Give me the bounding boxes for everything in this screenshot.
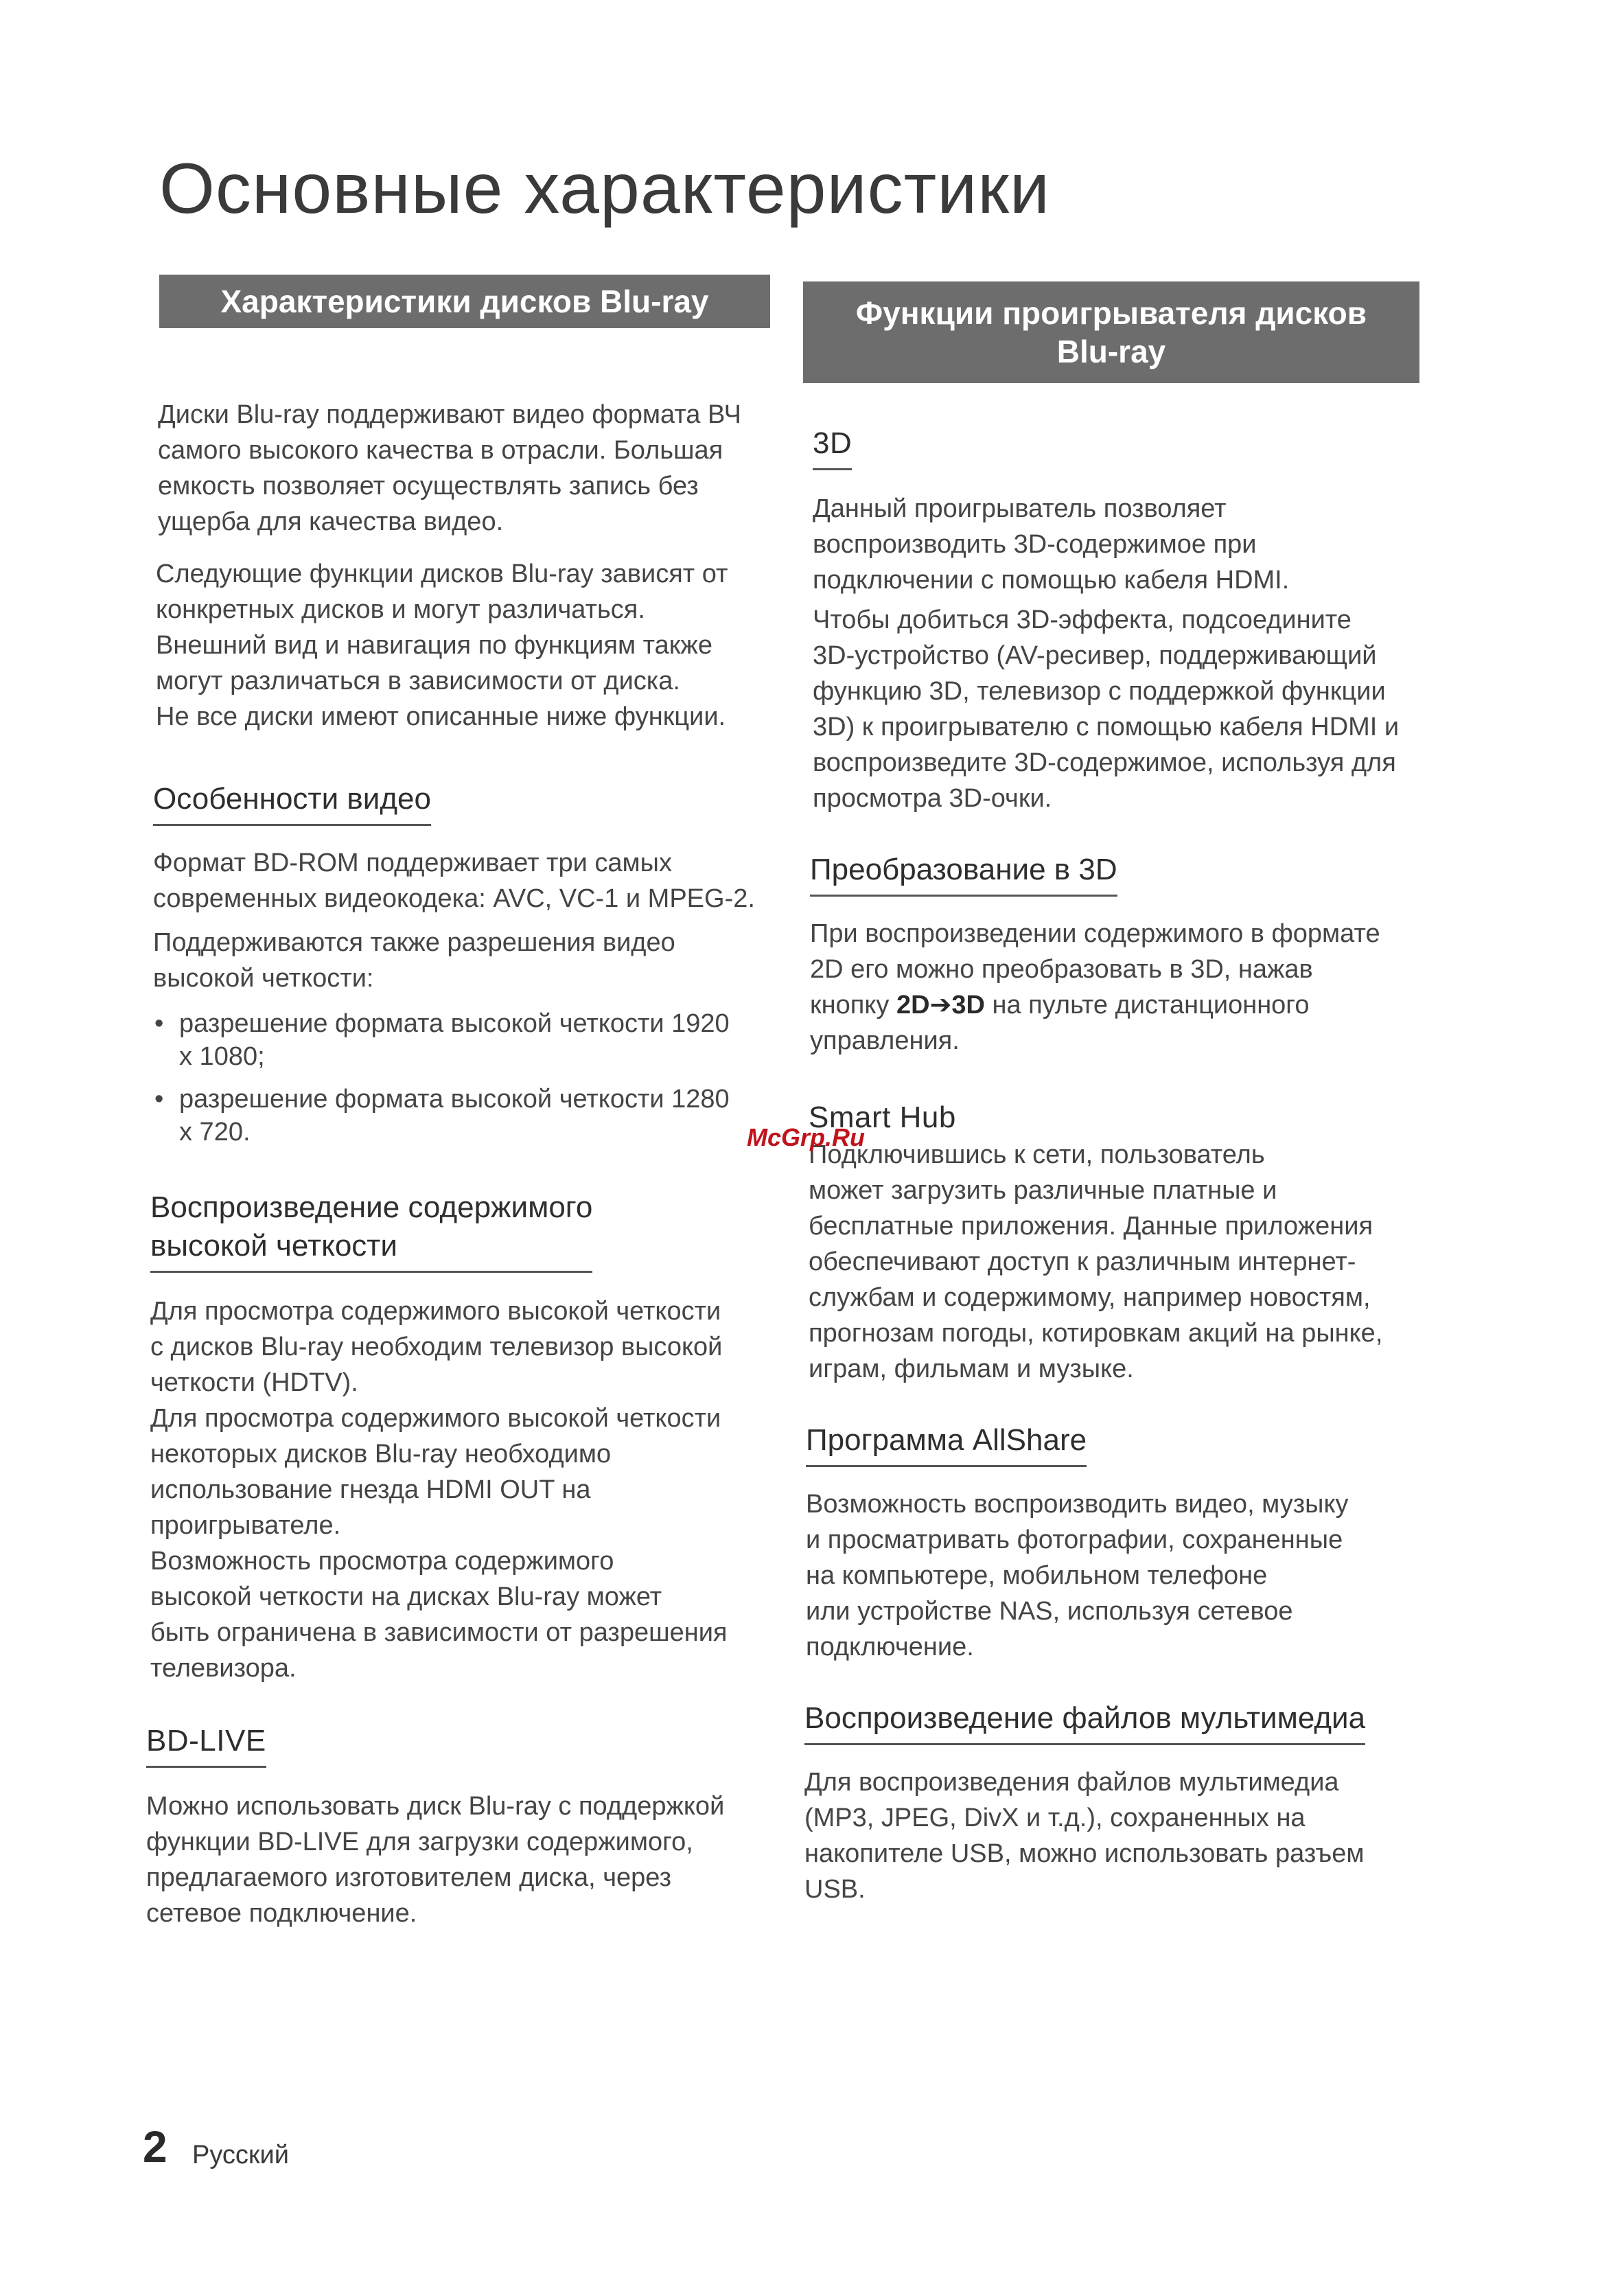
intro-paragraph-1: Диски Blu-ray поддерживают видео формата ВЧ самого высокого качества в отрасли. Большая емкость позволяет осуществлять запись без ущерба для качества видео. — [158, 400, 741, 536]
3d-paragraph-2: Чтобы добиться 3D-эффекта, подсоедините 3D-устройство (AV-ресивер, поддерживающий функцию 3D, телевизор с поддержкой функции 3D) к проигрывателю с помощью кабеля HDMI и воспроизведите 3D-содержимое, используя для просмотра 3D-очки. — [813, 606, 1400, 813]
hd-playback-section — [150, 1188, 757, 1686]
list-item: • разрешение формата высокой четкости 1280 x 720. — [153, 1083, 757, 1149]
page-title: Основные характеристики — [159, 149, 1050, 229]
hd-paragraph-3: Возможность просмотра содержимого высокой четкости на дисках Blu-ray может быть ограничена в зависимости от разрешения телевизора. — [150, 1547, 728, 1683]
allshare-paragraph: Возможность воспроизводить видео, музыку и просматривать фотографии, сохраненные на компьютере, мобильном телефоне или устройстве NAS, используя сетевое подключение. — [806, 1490, 1349, 1661]
section-title-video: Особенности видео — [153, 780, 431, 826]
bullet-icon: • — [154, 1085, 164, 1114]
page-number: 2 — [143, 2122, 167, 2172]
section-title-multimedia: Воспроизведение файлов мультимедиа — [804, 1699, 1365, 1745]
smart-hub-paragraph: Подключившись к сети, пользователь может загрузить различные платные и бесплатные приложения. Данные приложения обеспечивают доступ к различным интернет- службам и содержимому, например новостям, прогнозам погоды, котировкам акций на рынке, играм, фильмам и музыке. — [809, 1140, 1383, 1383]
video-paragraph-2: Поддерживаются также разрешения видео высокой четкости: — [153, 928, 675, 993]
video-paragraph-1: Формат BD-ROM поддерживает три самых современных видеокодека: AVC, VC-1 и MPEG-2. — [153, 849, 755, 913]
bullet-icon: • — [154, 1009, 164, 1038]
hd-paragraph-1: Для просмотра содержимого высокой четкости с дисков Blu-ray необходим телевизор высокой четкости (HDTV). — [150, 1297, 723, 1397]
bdlive-section — [146, 1722, 757, 1931]
section-title-hd-playback: Воспроизведение содержимого высокой четкости — [150, 1188, 592, 1273]
smart-hub-section — [809, 1098, 1421, 1387]
multimedia-paragraph: Для воспроизведения файлов мультимедиа (MP3, JPEG, DivX и т.д.), сохраненных на накопителе USB, можно использовать разъем USB. — [804, 1768, 1365, 1904]
3d-conversion-paragraph: При воспроизведении содержимого в формате 2D его можно преобразовать в 3D, нажав кнопку 2D➔3D на пульте дистанционного управления. — [810, 919, 1380, 1055]
page-language: Русский — [192, 2141, 289, 2169]
resolution-list — [153, 1007, 757, 1149]
right-column — [803, 281, 1421, 1907]
list-item: • разрешение формата высокой четкости 1920 x 1080; — [153, 1007, 757, 1073]
section-title-bdlive: BD-LIVE — [146, 1722, 266, 1768]
3d-conversion-section — [810, 851, 1421, 1059]
bdlive-paragraph: Можно использовать диск Blu-ray с поддержкой функции BD-LIVE для загрузки содержимого, предлагаемого изготовителем диска, через сетевое подключение. — [146, 1792, 725, 1928]
section-title-3d-conversion: Преобразование в 3D — [810, 851, 1117, 897]
3d-section — [813, 424, 1421, 816]
remote-key-2d-3d: 2D➔3D — [896, 991, 985, 1020]
section-title-3d: 3D — [813, 424, 852, 470]
multimedia-section — [804, 1699, 1421, 1907]
section-title-allshare: Программа AllShare — [806, 1421, 1087, 1467]
left-column — [146, 275, 757, 1931]
section-title-smart-hub: Smart Hub — [809, 1101, 956, 1134]
watermark-text: McGrp.Ru — [747, 1123, 866, 1151]
3d-paragraph-1: Данный проигрыватель позволяет воспроизводить 3D-содержимое при подключении с помощью кабеля HDMI. — [813, 494, 1290, 595]
section-banner-bluray-discs: Характеристики дисков Blu-ray — [159, 275, 770, 328]
intro-paragraph-2: Следующие функции дисков Blu-ray зависят от конкретных дисков и могут различаться. Внешний вид и навигация по функциям также могут различаться в зависимости от диска. Не все диски имеют описанные ниже функции. — [156, 560, 728, 731]
video-features-section — [153, 780, 757, 1149]
allshare-section — [806, 1421, 1421, 1665]
section-banner-player-functions: Функции проигрывателя дисков Blu-ray — [803, 281, 1419, 383]
hd-paragraph-2: Для просмотра содержимого высокой четкости некоторых дисков Blu-ray необходимо использование гнезда HDMI OUT на проигрывателе. — [150, 1404, 721, 1540]
